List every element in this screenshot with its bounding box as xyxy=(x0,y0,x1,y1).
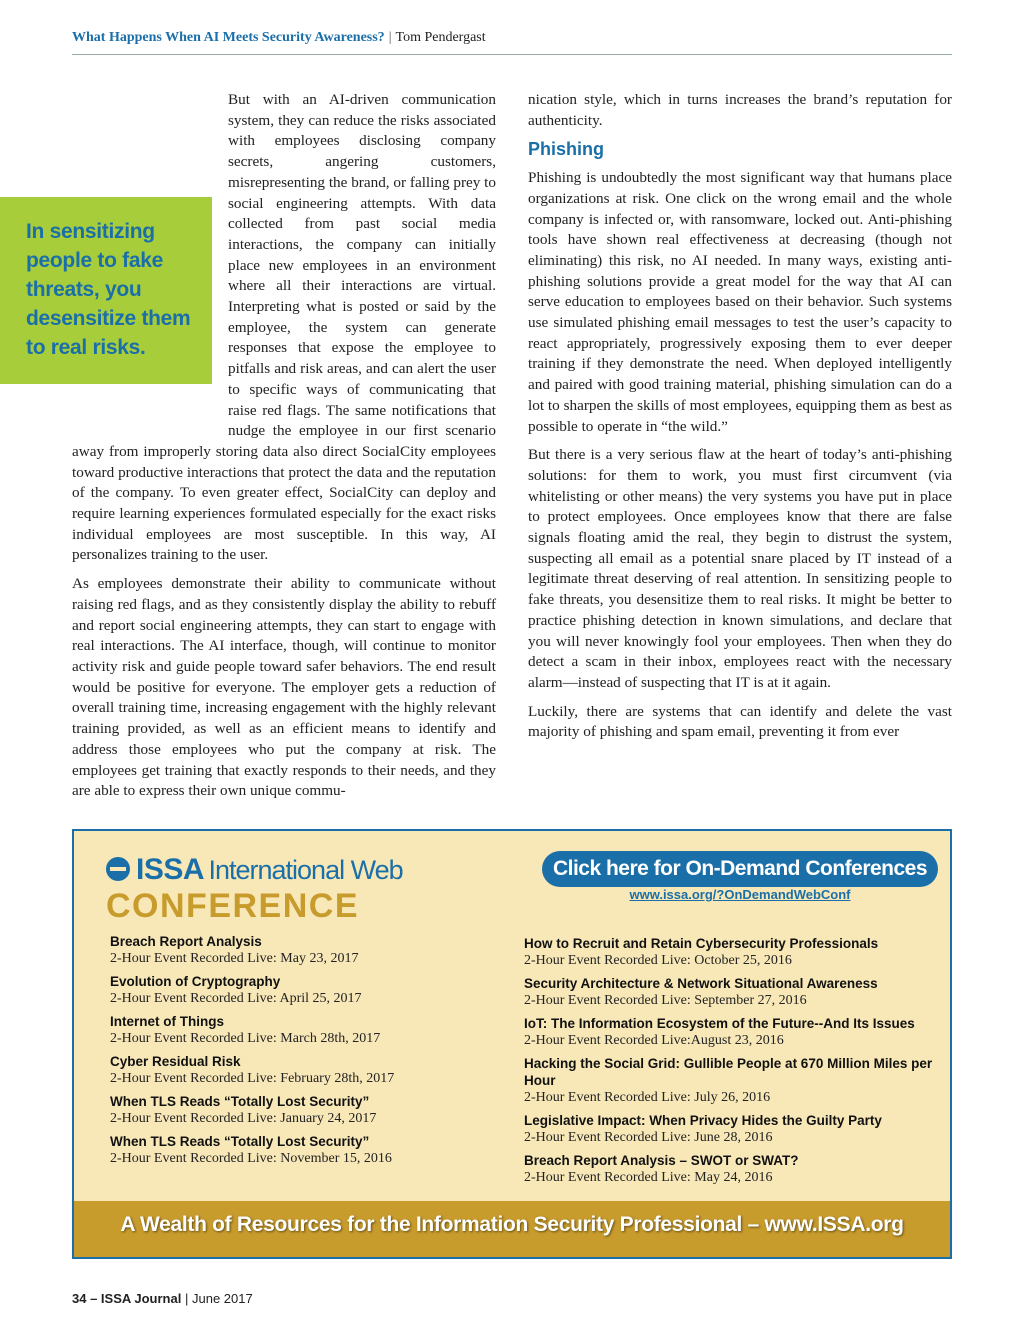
issue-date: June 2017 xyxy=(191,1291,253,1306)
event-title: Hacking the Social Grid: Gullible People at 670 Million Miles per Hour xyxy=(524,1056,933,1088)
folio-separator: | xyxy=(184,1291,189,1306)
event-title: Legislative Impact: When Privacy Hides the Guilty Party xyxy=(524,1113,882,1128)
event-date: 2-Hour Event Recorded Live: May 24, 2016 xyxy=(524,1170,773,1185)
event-item xyxy=(110,1133,510,1167)
event-date: 2-Hour Event Recorded Live: June 28, 2016 xyxy=(524,1130,773,1145)
page-folio xyxy=(72,1291,253,1306)
event-title: Evolution of Cryptography xyxy=(110,974,281,989)
event-item xyxy=(524,1152,944,1186)
event-date: 2-Hour Event Recorded Live: September 27, 2016 xyxy=(524,993,807,1008)
logo-conference: CONFERENCE xyxy=(106,887,360,925)
ad-footer-banner[interactable] xyxy=(74,1201,950,1257)
event-date: 2-Hour Event Recorded Live: April 25, 2017 xyxy=(110,991,362,1006)
event-item xyxy=(110,933,510,967)
event-title: IoT: The Information Ecosystem of the Future--And Its Issues xyxy=(524,1016,915,1031)
event-title: When TLS Reads “Totally Lost Security” xyxy=(110,1134,370,1149)
header-rule xyxy=(72,54,952,55)
logo-international-web: International Web xyxy=(208,855,403,885)
right-paragraph-3: Luckily, there are systems that can identify and delete the vast majority of phishing and spam email, preventing it from ever xyxy=(528,702,952,741)
logo-issa: ISSA xyxy=(136,853,205,886)
right-intro: nication style, which in turns increases the brand’s reputation for authenticity. xyxy=(528,91,952,129)
event-date: 2-Hour Event Recorded Live: May 23, 2017 xyxy=(110,951,359,966)
pull-quote-text: In sensitizing people to fake threats, you desensitize them to real risks. xyxy=(26,220,191,359)
header-separator: | xyxy=(388,30,392,45)
article-author: Tom Pendergast xyxy=(395,30,486,45)
right-paragraph-1: Phishing is undoubtedly the most significant way that humans place organizations at risk. One click on the wrong email and the whole company is infected or, with ransomware, locked out. Anti-phishing tools have shown real effectiveness at decreasing (though not eliminating) this risk, no AI needed. In many ways, existing anti-phishing solutions provide a great model for the way that AI can serve education to employees based on their behavior. Such systems use simulated phishing email messages to test the user’s capacity to react appropriately, progressively exposing them to ever deeper training if they demonstrate the need. When deployed intelligently and paired with good training material, phishing simulation can do a lot to sharpen the skills of most employees, equipping them as best as possible to operate in “the wild.” xyxy=(528,169,952,435)
event-item xyxy=(110,973,510,1007)
logo-line-1 xyxy=(136,853,403,887)
event-date: 2-Hour Event Recorded Live: February 28th, 2017 xyxy=(110,1071,395,1086)
event-item xyxy=(524,1112,944,1146)
event-date: 2-Hour Event Recorded Live: July 26, 2016 xyxy=(524,1090,771,1105)
event-title: Security Architecture & Network Situational Awareness xyxy=(524,976,878,991)
right-column xyxy=(528,90,952,751)
event-title: Cyber Residual Risk xyxy=(110,1054,241,1069)
event-item xyxy=(110,1013,510,1047)
on-demand-conferences-button[interactable]: Click here for On-Demand Conferences xyxy=(542,851,938,887)
ad-footer-text: A Wealth of Resources for the Information Security Professional – www.ISSA.org xyxy=(120,1213,904,1236)
event-date: 2-Hour Event Recorded Live: November 15, 2016 xyxy=(110,1151,392,1166)
event-date: 2-Hour Event Recorded Live: October 25, 2016 xyxy=(524,953,792,968)
event-item xyxy=(524,975,944,1009)
event-title: When TLS Reads “Totally Lost Security” xyxy=(110,1094,370,1109)
event-list-right xyxy=(524,935,944,1192)
pull-quote xyxy=(0,197,212,384)
page-number: 34 – ISSA Journal xyxy=(72,1291,182,1306)
event-item xyxy=(110,1093,510,1127)
left-paragraph-1-text: But with an AI-driven communication system, they can reduce the risks associated with employees disclosing company secrets, angering customers, misrepresenting the brand, or falling prey to social engineering attempts. With data collected from past social media interactions, the company can initially place new employees in an environment where all their interactions are virtual. Interpreting what is posted or said by the employee, the system can generate responses that expose the employee to pitfalls and risk areas, and can alert the user to specific ways of communicating that raise red flags. The same notifications that nudge the employee in our first scenario away from improperly storing data also direct SocialCity employees toward productive interactions that protect the data and the reputation of the company. To even greater effect, SocialCity can deploy and require learning experiences formulated especially for the exact risks individual employees are most susceptible. In this way, AI personalizes training to the user. xyxy=(72,91,496,564)
event-item xyxy=(524,1055,944,1106)
running-header xyxy=(72,30,952,46)
event-title: Breach Report Analysis xyxy=(110,934,262,949)
event-title: Breach Report Analysis – SWOT or SWAT? xyxy=(524,1153,799,1168)
event-title: How to Recruit and Retain Cybersecurity Professionals xyxy=(524,936,879,951)
on-demand-conferences-link[interactable]: www.issa.org/?OnDemandWebConf xyxy=(629,887,851,902)
event-date: 2-Hour Event Recorded Live: March 28th, 2017 xyxy=(110,1031,381,1046)
section-heading-phishing: Phishing xyxy=(528,139,604,160)
article-title: What Happens When AI Meets Security Awareness? xyxy=(72,30,385,45)
event-date: 2-Hour Event Recorded Live:August 23, 2016 xyxy=(524,1033,784,1048)
event-item xyxy=(524,1015,944,1049)
event-title: Internet of Things xyxy=(110,1014,224,1029)
event-item xyxy=(524,935,944,969)
event-item xyxy=(110,1053,510,1087)
event-list-left xyxy=(110,933,510,1173)
left-paragraph-2: As employees demonstrate their ability to communicate without raising red flags, and as they consistently display the ability to rebuff and report social engineering attempts, they can start to engage with real interactions. The AI interface, though, will continue to monitor activity risk and guide people toward safer behaviors. The end result would be positive for everyone. The employer gets a reduction of overall training time, increasing engagement with the highly relevant training provided, as well as an efficient means to identify and address those employees who put the company at risk. The employees get training that exactly responds to their needs, and they are able to express their own unique commu- xyxy=(72,575,496,800)
globe-icon xyxy=(106,857,130,881)
event-date: 2-Hour Event Recorded Live: January 24, 2017 xyxy=(110,1111,377,1126)
right-paragraph-2: But there is a very serious flaw at the heart of today’s anti-phishing solutions: for them to work, you must first circumvent (via whitelisting or other means) the very systems you have put in place to protect employees. Once employees know that there are false signals floating amid the real, they begin to distrust the system, suspecting all email as a potential snare placed by IT instead of a legitimate threat deserving of real attention. In sensitizing people to fake threats, you desensitize them to real risks. It might be better to practice phishing detection in known simulations, and declare that you will never knowingly fool your employees. Then when they do detect a scam in their inbox, employees react with the necessary alarm—instead of suspecting that IT is at it again. xyxy=(528,446,952,691)
issa-conference-ad[interactable] xyxy=(72,829,952,1259)
